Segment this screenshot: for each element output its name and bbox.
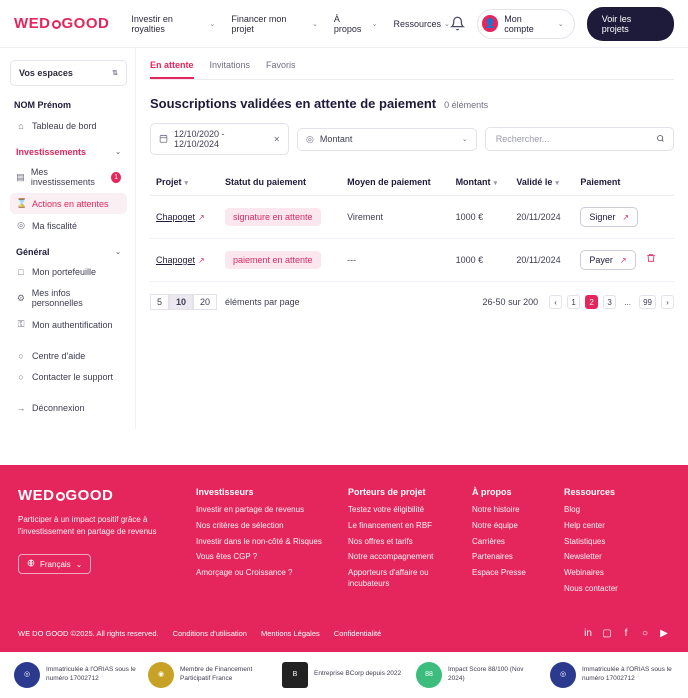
nav-item-ressources-label: Ressources: [393, 18, 441, 29]
footer-link[interactable]: Testez votre éligibilité: [348, 505, 425, 514]
table-row: [150, 196, 674, 239]
badge-orias-2: [550, 662, 674, 688]
chevron-down-icon: ⌄: [557, 20, 564, 28]
espaces-selector[interactable]: [10, 60, 127, 86]
footer-logo-text-left: WED: [18, 487, 55, 504]
support-icon: ○: [18, 372, 24, 382]
chevron-updown-icon: ⇅: [112, 70, 118, 77]
chevron-down-icon: ⌄: [311, 20, 318, 28]
nav-item-apropos[interactable]: [334, 14, 378, 34]
youtube-icon[interactable]: ▶: [660, 628, 668, 640]
tab-bar: [150, 60, 674, 80]
search-box[interactable]: [485, 127, 674, 151]
nav-item-apropos-label: À propos: [333, 13, 362, 34]
column-label: Validé le: [516, 177, 553, 187]
footer-link[interactable]: Statistiques: [564, 536, 606, 546]
grid-icon: ▤: [16, 171, 25, 182]
pagination-range-label: 26-50 sur 200: [482, 297, 539, 307]
badge-bcorp: [282, 662, 406, 688]
cell-paiement: [574, 196, 674, 239]
cell-projet: [150, 239, 219, 282]
date-range-value: 12/10/2020 - 12/10/2024: [174, 129, 225, 149]
footer-legal-link-mentions[interactable]: Mentions Légales: [260, 629, 320, 639]
sort-icon: ▾: [184, 180, 189, 187]
cell-statut: [219, 196, 341, 239]
nav-item-ressources[interactable]: [393, 19, 449, 29]
sidebar-item-deconnexion[interactable]: [10, 398, 127, 418]
table-header: [150, 169, 674, 196]
sidebar-item-mes-investissements[interactable]: [10, 162, 127, 192]
account-menu-label: Mon compte: [504, 13, 534, 34]
sidebar-item-label: Mon authentification: [32, 319, 113, 330]
footer-top: [18, 487, 670, 600]
account-menu-button[interactable]: [477, 9, 575, 39]
footer-logo-text-right: GOOD: [65, 487, 114, 504]
sidebar-item-label: Mes infos personnelles: [31, 288, 83, 308]
footer-column-porteurs-de-projet: [348, 487, 454, 600]
page-layout: [0, 48, 688, 429]
hourglass-icon: ⌛: [16, 198, 28, 208]
footer-column-ressources: [564, 487, 638, 600]
chevron-down-icon: ⌄: [115, 249, 121, 256]
sidebar-item-contacter-le-support[interactable]: [10, 367, 127, 387]
column-header-paiement: [574, 169, 674, 196]
sidebar-item-label: Contacter le support: [32, 372, 114, 382]
facebook-icon[interactable]: f: [624, 628, 628, 640]
avatar: 👤: [482, 15, 498, 32]
sidebar: [0, 48, 136, 429]
circle-icon: ◎: [306, 133, 314, 144]
column-label: Projet: [156, 177, 182, 187]
footer: [0, 465, 688, 652]
footer-column-title: À propos: [472, 487, 512, 497]
per-page-label: éléments par page: [225, 297, 300, 307]
instagram-icon[interactable]: ▢: [602, 628, 612, 640]
chevron-down-icon: ⌄: [75, 559, 83, 569]
footer-link[interactable]: Notre accompagnement: [348, 552, 434, 562]
nav-item-financer-label: Financer mon projet: [231, 13, 287, 34]
brand-logo-text-left: WED: [14, 15, 51, 32]
footer-link[interactable]: Vous êtes CGP ?: [196, 552, 258, 562]
footer-link[interactable]: Espace Presse: [472, 568, 526, 578]
sidebar-item-label: Déconnexion: [32, 403, 85, 413]
table-row: [150, 239, 674, 282]
footer-link[interactable]: Help center: [564, 520, 605, 530]
sidebar-section-label: Général: [16, 247, 50, 257]
footer-legal-link-confidentialite[interactable]: Confidentialité: [333, 629, 382, 639]
chevron-down-icon: ⌄: [115, 149, 121, 156]
column-header-montant[interactable]: [450, 169, 511, 196]
footer-link[interactable]: Notre équipe: [472, 520, 518, 530]
badge-text: Impact Score 88/100 (Nov 2024): [448, 666, 524, 682]
badge-fpf: [148, 662, 272, 688]
pagination-prev-button[interactable]: ‹: [549, 295, 562, 309]
sidebar-item-actions-en-attentes[interactable]: [10, 193, 127, 214]
certification-badges-strip: [0, 652, 688, 698]
badge-orias: [14, 662, 138, 688]
pagination-ellipsis: ...: [624, 297, 631, 307]
bell-icon[interactable]: [450, 16, 465, 31]
pagination-next-button[interactable]: ›: [661, 295, 674, 309]
column-label: Statut du paiement: [224, 177, 306, 187]
footer-link[interactable]: Notre histoire: [472, 505, 520, 514]
nav-item-financer[interactable]: [231, 14, 317, 34]
sidebar-user-name: NOM Prénom: [14, 100, 72, 110]
social-links: [582, 628, 670, 640]
tab-favoris[interactable]: Favoris: [266, 60, 296, 70]
cell-statut: [219, 239, 341, 282]
sign-button-label: Signer: [589, 212, 616, 222]
tab-invitations[interactable]: Invitations: [209, 60, 251, 70]
column-label: Paiement: [580, 177, 621, 187]
badge-text: Immatriculée à l'ORIAS sous le numéro 17002712: [46, 666, 136, 682]
twitter-icon[interactable]: ○: [641, 628, 649, 640]
cell-montant: 1000 €: [450, 239, 511, 282]
per-page-option-10[interactable]: 10: [169, 294, 193, 310]
footer-brand: [18, 487, 178, 600]
external-link-icon: ↗: [619, 255, 627, 265]
date-range-filter[interactable]: [150, 123, 289, 155]
per-page-option-20[interactable]: 20: [193, 294, 217, 310]
column-label: Moyen de paiement: [347, 177, 431, 187]
primary-nav-links: [131, 14, 450, 34]
cell-moyen: Virement: [341, 196, 449, 239]
column-header-moyen: [341, 169, 449, 196]
sidebar-section-investissements[interactable]: [10, 137, 127, 162]
footer-link[interactable]: Carrières: [472, 536, 505, 546]
footer-link[interactable]: Le financement en RBF: [348, 520, 433, 530]
badge-impact-score: [416, 662, 540, 688]
amount-filter-value: Montant: [319, 134, 353, 144]
view-projects-button[interactable]: Voir les projets: [587, 7, 674, 41]
sidebar-item-tableau-de-bord[interactable]: [10, 116, 127, 136]
chevron-down-icon: ⌄: [444, 20, 450, 28]
nav-item-investir[interactable]: [131, 14, 215, 34]
sidebar-item-mon-portefeuille[interactable]: [10, 262, 127, 282]
sidebar-item-ma-fiscalite[interactable]: [10, 215, 127, 236]
chevron-down-icon: ⌄: [371, 20, 378, 28]
footer-link[interactable]: Investir en partage de revenus: [196, 505, 305, 514]
notification-badge: 1: [111, 172, 121, 183]
orias-icon: ◎: [14, 662, 40, 688]
footer-column-a-propos: [472, 487, 546, 600]
main-content: [136, 48, 688, 332]
orias-icon: ◎: [550, 662, 576, 688]
sidebar-item-mes-infos-personnelles[interactable]: [10, 283, 127, 313]
logo-dot-icon: [56, 492, 65, 501]
badge-text: Membre de Financement Participatif France: [180, 666, 253, 682]
top-navigation-bar: [0, 0, 688, 48]
sidebar-item-mon-authentification[interactable]: [10, 314, 127, 335]
cell-valide-le: 20/11/2024: [510, 239, 574, 282]
cell-projet: [150, 196, 219, 239]
project-link[interactable]: Chapoget: [156, 255, 196, 265]
footer-link[interactable]: Nous contacter: [564, 583, 618, 593]
subscriptions-table: [150, 169, 674, 282]
page-header: [150, 96, 674, 111]
external-link-icon[interactable]: ↗: [198, 213, 205, 222]
logout-icon: →: [16, 403, 26, 413]
filter-bar: [150, 123, 674, 155]
key-icon: ⚿: [17, 319, 25, 329]
badge-text: Entreprise BCorp depuis 2022: [314, 670, 402, 678]
table-body: [150, 196, 674, 282]
column-label: Montant: [455, 177, 491, 187]
impact-score-icon: 88: [416, 662, 442, 688]
external-link-icon[interactable]: ↗: [198, 256, 205, 265]
footer-link[interactable]: Nos critères de sélection: [196, 520, 284, 530]
bcorp-icon: B: [282, 662, 308, 688]
pager-controls: [483, 295, 674, 309]
project-link[interactable]: Chapoget: [156, 212, 196, 222]
column-header-valide-le[interactable]: [510, 169, 574, 196]
badge-text: Immatriculée à l'ORIAS sous le numéro 17002712: [582, 666, 672, 682]
footer-column-title: Ressources: [564, 487, 616, 497]
footer-link[interactable]: Webinaires: [564, 568, 604, 578]
footer-tagline: Participer à un impact positif grâce à l'investissement en partage de revenus: [18, 515, 157, 536]
cell-montant: 1000 €: [450, 196, 511, 239]
logo-dot-icon: [52, 20, 61, 29]
globe-icon: [27, 559, 35, 569]
language-selector[interactable]: [18, 554, 91, 574]
home-icon: ⌂: [18, 121, 24, 131]
footer-logo[interactable]: [18, 487, 178, 504]
page-title: Souscriptions validées en attente de paiement: [150, 96, 437, 111]
chevron-down-icon: ⌄: [209, 20, 216, 28]
delete-icon[interactable]: [646, 254, 656, 266]
sidebar-divider: [10, 336, 127, 346]
sort-icon: ▾: [555, 180, 559, 187]
pagination-bar: [150, 294, 674, 310]
wallet-icon: □: [18, 267, 24, 277]
footer-link[interactable]: Apporteurs d'affaire ou incubateurs: [348, 568, 429, 588]
pay-button[interactable]: [580, 250, 635, 270]
help-icon: ○: [18, 351, 24, 361]
search-input[interactable]: [494, 133, 656, 145]
language-label: Français: [40, 559, 71, 569]
cell-valide-le: 20/11/2024: [510, 196, 574, 239]
external-link-icon: ↗: [622, 212, 630, 222]
sidebar-divider-2: [10, 388, 127, 398]
nav-item-investir-label: Investir en royalties: [131, 13, 173, 34]
pagination-page-3[interactable]: 3: [603, 295, 616, 309]
sidebar-item-centre-daide[interactable]: [10, 346, 127, 366]
results-count: 0 éléments: [444, 100, 489, 110]
sidebar-item-label: Actions en attentes: [32, 198, 109, 209]
footer-link[interactable]: Investir dans le non-côté & Risques: [196, 536, 322, 546]
nav-right-group: [450, 7, 674, 41]
chevron-down-icon: ⌄: [461, 136, 468, 143]
pagination-page-1[interactable]: 1: [567, 295, 580, 309]
column-header-statut: [219, 169, 341, 196]
search-icon[interactable]: [656, 134, 665, 145]
percent-icon: ◎: [17, 220, 25, 230]
status-badge: paiement en attente: [225, 251, 321, 269]
cell-moyen: ---: [341, 239, 449, 282]
sidebar-item-label: Centre d'aide: [32, 351, 86, 361]
calendar-icon: [159, 134, 168, 145]
brand-logo-text-right: GOOD: [61, 15, 110, 32]
footer-link[interactable]: Amorçage ou Croissance ?: [196, 568, 293, 578]
sort-icon: ▾: [493, 180, 498, 187]
clear-date-icon[interactable]: ✕: [273, 134, 281, 144]
fpf-icon: ◉: [148, 662, 174, 688]
per-page-option-5[interactable]: 5: [150, 294, 169, 310]
per-page-selector: [150, 294, 217, 310]
sidebar-item-label: Ma fiscalité: [32, 220, 78, 231]
pay-button-label: Payer: [589, 255, 613, 265]
footer-column-title: Porteurs de projet: [348, 487, 426, 497]
espaces-selector-label: Vos espaces: [19, 68, 73, 78]
footer-column-title: Investisseurs: [196, 487, 254, 497]
cell-paiement: [574, 239, 674, 282]
tab-en-attente[interactable]: En attente: [150, 60, 194, 79]
brand-logo[interactable]: [14, 15, 109, 32]
footer-link[interactable]: Nos offres et tarifs: [348, 536, 413, 546]
amount-filter-select[interactable]: [297, 128, 477, 151]
linkedin-icon[interactable]: in: [584, 628, 592, 640]
footer-bottom: [18, 618, 670, 640]
table-header-row: [150, 169, 674, 196]
sign-button[interactable]: [580, 207, 638, 227]
sidebar-item-label: Mes investissements: [30, 167, 95, 187]
copyright-text: WE DO GOOD ©2025. All rights reserved.: [18, 629, 159, 639]
sidebar-section-label: Investissements: [16, 147, 87, 157]
gear-icon: ⚙: [16, 292, 25, 303]
sidebar-item-label: Tableau de bord: [32, 121, 97, 131]
footer-link[interactable]: Partenaires: [472, 552, 513, 562]
sidebar-section-general[interactable]: [10, 237, 127, 262]
column-header-projet[interactable]: [150, 169, 219, 196]
footer-link[interactable]: Newsletter: [564, 552, 602, 562]
sidebar-item-label: Mon portefeuille: [32, 267, 97, 277]
footer-link[interactable]: Blog: [564, 505, 581, 514]
pagination-page-2[interactable]: 2: [585, 295, 598, 309]
pagination-page-99[interactable]: 99: [639, 295, 656, 309]
footer-column-investisseurs: [196, 487, 330, 600]
footer-legal-link-conditions[interactable]: Conditions d'utilisation: [172, 629, 247, 639]
status-badge: signature en attente: [225, 208, 321, 226]
